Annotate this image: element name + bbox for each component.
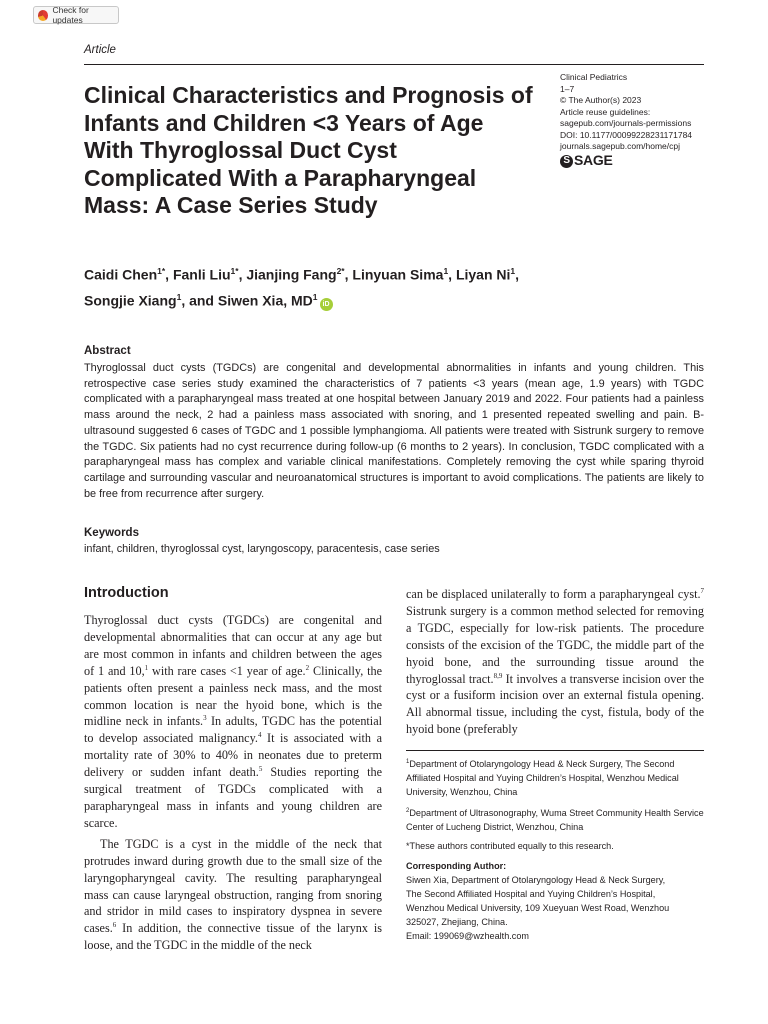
body-column-left	[84, 612, 382, 954]
author-affiliation-mark: 1	[176, 291, 182, 302]
page-range: 1–7	[560, 83, 575, 94]
corresponding-line: Siwen Xia, Department of Otolaryngology Head & Neck Surgery,	[406, 875, 666, 886]
doi-link[interactable]: DOI: 10.1177/00099228231171784	[560, 129, 693, 140]
author-name[interactable]: and Siwen Xia, MD	[189, 292, 313, 309]
corresponding-line: 325027, Zhejiang, China.	[406, 917, 508, 928]
author-list: Caidi Chen$^{1*}$, Fanli Liu$^{1*}$, Jianjing Fang$^{2*}$, Linyuan Sima$^1$, Liyan Ni$^1$, Songjie Xiang$^1$, and Siwen Xia, $MD^1iD$	[84, 260, 684, 311]
author-name[interactable]: Songjie Xiang	[84, 292, 177, 309]
copyright: © The Author(s) 2023	[560, 95, 642, 105]
check-for-updates-label: Check for updates	[52, 5, 89, 25]
keywords-text: infant, children, thyroglossal cyst, laryngoscopy, paracentesis, case series	[84, 543, 440, 555]
body-column-right	[406, 586, 704, 738]
author-affiliation-mark: 1*	[157, 266, 166, 276]
keywords-heading: Keywords	[84, 527, 139, 539]
introduction-heading: Introduction	[84, 585, 169, 601]
footnotes	[406, 755, 704, 943]
orcid-icon[interactable]: iD	[320, 298, 333, 311]
citation-marker[interactable]: 5	[258, 765, 263, 774]
author-affiliation-mark: 2*	[336, 266, 345, 276]
permissions-link[interactable]: sagepub.com/journals-permissions	[560, 118, 692, 128]
journal-home-link[interactable]: journals.sagepub.com/home/cpj	[560, 141, 681, 151]
affiliation-text: Department of Ultrasonography, Wuma Street Community Health Service Center of Lucheng District, Wenzhou, China	[406, 808, 704, 833]
abstract-heading: Abstract	[84, 345, 131, 357]
citation-marker[interactable]: 1	[144, 663, 149, 672]
author-affiliation-mark: 1	[312, 291, 318, 302]
affiliation-2	[406, 804, 704, 834]
author-name[interactable]: Liyan Ni	[455, 266, 511, 283]
corresponding-line: Wenzhou Medical University, 109 Xueyuan West Road, Wenzhou	[406, 903, 670, 914]
citation-marker[interactable]: 2	[305, 663, 310, 672]
author-name[interactable]: Linyuan Sima	[352, 266, 444, 283]
citation-marker[interactable]: 8,9	[493, 671, 503, 680]
check-for-updates-icon	[38, 10, 48, 21]
paper-title: Clinical Characteristics and Prognosis of Infants and Children <3 Years of Age With Thyroglossal Duct Cyst Complicated With a Parapharyngeal Mass: A Case Series Study	[84, 82, 533, 218]
corresponding-author-heading: Corresponding Author:	[406, 861, 507, 872]
affiliation-text: Department of Otolaryngology Head & Neck Surgery, The Second Affiliated Hospital and Yuying Children’s Hospital, Wenzhou Medical University, Wenzhou, China	[406, 759, 679, 798]
author-affiliation-mark: 1*	[230, 266, 239, 276]
check-for-updates-badge[interactable]	[33, 6, 119, 24]
author-affiliation-mark: 1	[510, 266, 516, 276]
equal-contribution-note: *These authors contributed equally to this research.	[406, 841, 614, 852]
article-type-label: Article	[84, 44, 116, 56]
citation-marker[interactable]: 7	[700, 587, 704, 595]
abstract-text: Thyroglossal duct cysts (TGDCs) are congenital and developmental abnormalities in infants and young children. This retrospective case series study examined the characteristics of 7 patients <3 years (mean age, 1.9 years) with TGDC complicated with a parapharyngeal mass treated at one hospital between January 2019 and 2022. Four patients had a painless mass around the neck, 2 had a painless mass associated with snoring, and 1 presented repeated swelling and pain. B-ultrasound suggested 6 cases of TGDC and 1 possible lymphangioma. All patients were treated with Sistrunk surgery to remove the TGDC. Six patients had no cyst recurrence during follow-up (6 months to 2 years). In conclusion, TGDC complicated with a parapharyngeal mass has complex and variable clinical manifestations. Completely removing the cyst while sparing thyroid cartilage and surrounding vascular and neuroanatomical structures is important to avoid complications. The patients are likely to be free from recurrence after surgery.	[84, 362, 704, 500]
affiliation-number: 1	[406, 759, 410, 765]
citation-marker[interactable]: 4	[257, 731, 262, 740]
reuse-label: Article reuse guidelines:	[560, 106, 651, 117]
author-name[interactable]: Jianjing Fang	[246, 266, 337, 283]
corresponding-email[interactable]: Email: 199069@wzhealth.com	[406, 931, 529, 942]
journal-name: Clinical Pediatrics	[560, 72, 628, 82]
affiliation-1	[406, 755, 704, 799]
author-affiliation-mark: 1	[443, 266, 449, 276]
citation-marker[interactable]: 6	[112, 921, 117, 930]
intro-paragraph-2: The TGDC is a cyst in the middle of the neck that protrudes inward during growth due to the small size of the laryngopharyngeal cavity. The resulting parapharyngeal mass can cause laryngeal obstruction, ranging from snoring and stridor in mild cases to inspiratory dyspnea in severe cases.$^6$ In addition, the connective tissue of the larynx is loose, and the TGDC in the middle of the neck	[84, 836, 382, 953]
sage-logo-text: SAGE	[574, 152, 613, 169]
sage-s-icon: S	[560, 155, 573, 168]
intro-paragraph-1: Thyroglossal duct cysts (TGDCs) are congenital and developmental abnormalities that can occur at any age but are most common in infants and children between the ages of 1 and 10,$^1$ with rare cases <1 year of age.$^2$ Clinically, the patients often present a painless neck mass, and the most common location is near the hyoid bone, which is the midline neck in infants.$^3$ In adults, TGDC has the potential to develop associated malignancy.$^4$ It is associated with a mortality rate of 30% to 40% in neonates due to preterm delivery or sudden infant death.$^5$ Studies reporting the surgical treatment of TGDCs complicated with a parapharyngeal mass in infants and young children are scarce.	[84, 613, 383, 830]
header-rule	[84, 64, 704, 65]
corresponding-line: The Second Affiliated Hospital and Yuying Children’s Hospital,	[406, 889, 656, 900]
journal-meta	[560, 72, 720, 168]
citation-marker[interactable]: 3	[203, 714, 207, 723]
intro-paragraph-3: can be displaced unilaterally to form a parapharyngeal cyst.$^7$ Sistrunk surgery is a common method selected for removing a TGDC, especially for low-risk patients. The procedure consists of the excision of the TGDC, the middle part of the hyoid bone, and the surrounding tissue around the thyroglossal tract.$^{8,9}$ It involves a transverse incision over the cyst or a fusiform incision over an external fistula opening. All abnormal tissue, including the cyst, fistula, body of the hyoid bone (preferably	[406, 587, 704, 737]
footnote-rule	[406, 750, 704, 751]
affiliation-number: 2	[406, 808, 410, 815]
author-name[interactable]: Caidi Chen	[84, 266, 158, 283]
author-name[interactable]: Fanli Liu	[172, 266, 231, 283]
sage-logo	[560, 152, 720, 169]
